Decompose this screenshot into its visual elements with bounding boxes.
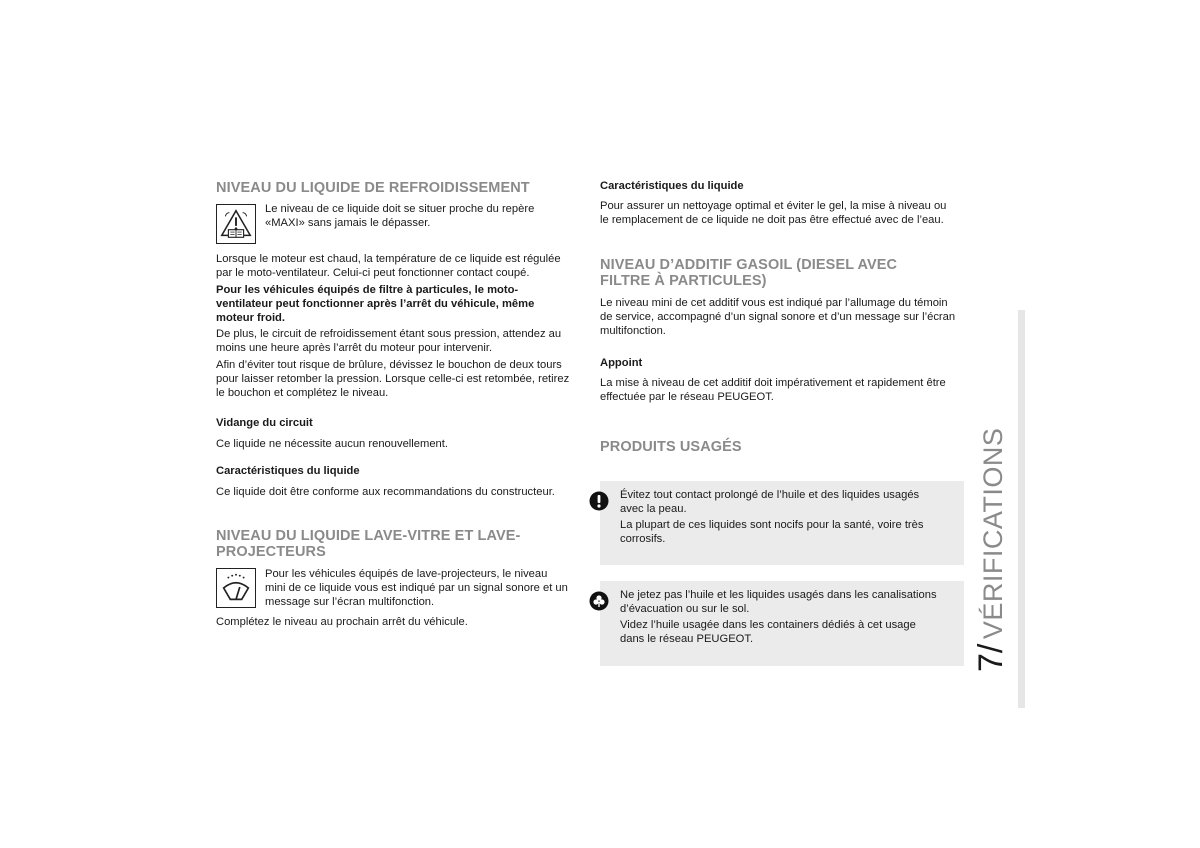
cooling-para2-line-1: De plus, le circuit de refroidissement étant sous pression, attendez au bbox=[216, 328, 562, 340]
washer-section-title-line-1: NIVEAU DU LIQUIDE LAVE-VITRE ET LAVE- bbox=[216, 528, 521, 544]
cooling-para1-line-1: Lorsque le moteur est chaud, la température de ce liquide est régulée bbox=[216, 253, 561, 265]
washer-section-title-line-2: PROJECTEURS bbox=[216, 544, 326, 560]
chapter-number: 7 bbox=[972, 653, 1010, 672]
warning-line-3: La plupart de ces liquides sont nocifs pour la santé, voire très bbox=[620, 519, 924, 531]
cooling-para1-line-2: par le moto-ventilateur. Celui-ci peut fonctionner contact coupé. bbox=[216, 267, 530, 279]
washer-para: Complétez le niveau au prochain arrêt du véhicule. bbox=[216, 616, 468, 628]
used-products-section-title: PRODUITS USAGÉS bbox=[600, 439, 742, 455]
appoint-text-line-2: effectuée par le réseau PEUGEOT. bbox=[600, 391, 774, 403]
warning-line-4: corrosifs. bbox=[620, 533, 666, 545]
eco-line-3: Videz l’huile usagée dans les containers dédiés à cet usage bbox=[620, 619, 916, 631]
chapter-slash: / bbox=[972, 643, 1010, 654]
washer-icon-text-line-1: Pour les véhicules équipés de lave-projecteurs, le niveau bbox=[265, 568, 548, 580]
appoint-subtitle: Appoint bbox=[600, 357, 643, 369]
cooling-icon-text-line-2: «MAXI» sans jamais le dépasser. bbox=[265, 217, 431, 229]
cooling-icon-text-line-1: Le niveau de ce liquide doit se situer proche du repère bbox=[265, 203, 535, 215]
coolant-temperature-warning-icon bbox=[216, 204, 256, 244]
warning-line-2: avec la peau. bbox=[620, 503, 687, 515]
exclamation-warning-icon bbox=[589, 491, 609, 511]
additive-text-line-3: multifonction. bbox=[600, 325, 666, 337]
eco-line-1: Ne jetez pas l’huile et les liquides usagés dans les canalisations bbox=[620, 589, 937, 601]
cooling-spec-subtitle: Caractéristiques du liquide bbox=[216, 465, 360, 477]
cooling-spec-text: Ce liquide doit être conforme aux recommandations du constructeur. bbox=[216, 486, 555, 498]
environment-clover-icon bbox=[589, 591, 609, 611]
washer-fluid-icon bbox=[216, 568, 256, 608]
additive-text-line-2: de service, accompagné d’un signal sonore et d’un message sur l’écran bbox=[600, 311, 956, 323]
additive-section-title-line-1: NIVEAU D’ADDITIF GASOIL (DIESEL AVEC bbox=[600, 257, 898, 273]
cooling-para3-line-3: le bouchon et complétez le niveau. bbox=[216, 387, 389, 399]
additive-text-line-1: Le niveau mini de cet additif vous est indiqué par l’allumage du témoin bbox=[600, 297, 948, 309]
drain-subtitle: Vidange du circuit bbox=[216, 417, 313, 429]
eco-line-4: dans le réseau PEUGEOT. bbox=[620, 633, 754, 645]
cooling-bold-line-3: moteur froid. bbox=[216, 312, 285, 324]
washer-spec-text-line-2: le remplacement de ce liquide ne doit pas être effectué avec de l’eau. bbox=[600, 214, 944, 226]
washer-spec-text-line-1: Pour assurer un nettoyage optimal et éviter le gel, la mise à niveau ou bbox=[600, 200, 947, 212]
drain-text: Ce liquide ne nécessite aucun renouvellement. bbox=[216, 438, 448, 450]
warning-line-1: Évitez tout contact prolongé de l’huile et des liquides usagés bbox=[620, 489, 920, 501]
chapter-sidebar-bar bbox=[1018, 310, 1025, 708]
cooling-para3-line-2: pour laisser retomber la pression. Lorsque celle-ci est retombée, retirez bbox=[216, 373, 570, 385]
chapter-title: VÉRIFICATIONS bbox=[978, 427, 1008, 640]
washer-icon-text-line-3: message sur l’écran multifonction. bbox=[265, 596, 435, 608]
appoint-text-line-1: La mise à niveau de cet additif doit impérativement et rapidement être bbox=[600, 377, 946, 389]
chapter-label bbox=[972, 427, 1010, 672]
eco-line-2: d’évacuation ou sur le sol. bbox=[620, 603, 750, 615]
cooling-bold-line-1: Pour les véhicules équipés de filtre à particules, le moto- bbox=[216, 284, 519, 296]
washer-icon-text-line-2: mini de ce liquide vous est indiqué par un signal sonore et un bbox=[265, 582, 568, 594]
cooling-section-title: NIVEAU DU LIQUIDE DE REFROIDISSEMENT bbox=[216, 180, 530, 196]
washer-spec-subtitle: Caractéristiques du liquide bbox=[600, 180, 744, 192]
cooling-para2-line-2: moins une heure après l’arrêt du moteur pour intervenir. bbox=[216, 342, 493, 354]
cooling-bold-line-2: ventilateur peut fonctionner après l’arrêt du véhicule, même bbox=[216, 298, 535, 310]
additive-section-title-line-2: FILTRE À PARTICULES) bbox=[600, 273, 767, 289]
cooling-para3-line-1: Afin d’éviter tout risque de brûlure, dévissez le bouchon de deux tours bbox=[216, 359, 562, 371]
